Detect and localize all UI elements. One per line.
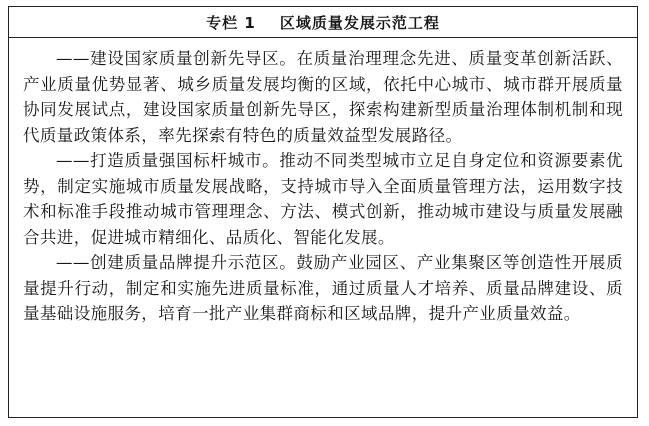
paragraph-innovation-zone: ——建设国家质量创新先导区。在质量治理理念先进、质量变革创新活跃、产业质量优势显著、城乡质量发展均衡的区域，依托中心城市、城市群开展质量协同发展试点，建设国家质量创新先导区，探索构建新型质量治理体制机制和现代质量政策体系，率先探索有特色的质量效益型发展路径。 xyxy=(23,49,623,145)
box-body xyxy=(9,38,637,327)
paragraph-brand-demo-zone: ——创建质量品牌提升示范区。鼓励产业园区、产业集聚区等创造性开展质量提升行动，制定和实施先进质量标准，通过质量人才培养、质量品牌建设、质量基础设施服务，培育一批产业集群商标和区域品牌，提升产业质量效益。 xyxy=(23,253,623,323)
box-header xyxy=(9,7,637,38)
box-label: 专栏 1 xyxy=(206,13,256,32)
box-title: 区域质量发展示范工程 xyxy=(279,13,440,32)
paragraph-benchmark-city: ——打造质量强国标杆城市。推动不同类型城市立足自身定位和资源要素优势，制定实施城市质量发展战略，支持城市导入全面质量管理方法，运用数字技术和标准手段推动城市管理理念、方法、模式创新，推动城市建设与质量发展融合共进，促进城市精细化、品质化、智能化发展。 xyxy=(23,151,623,247)
feature-box xyxy=(8,6,638,418)
